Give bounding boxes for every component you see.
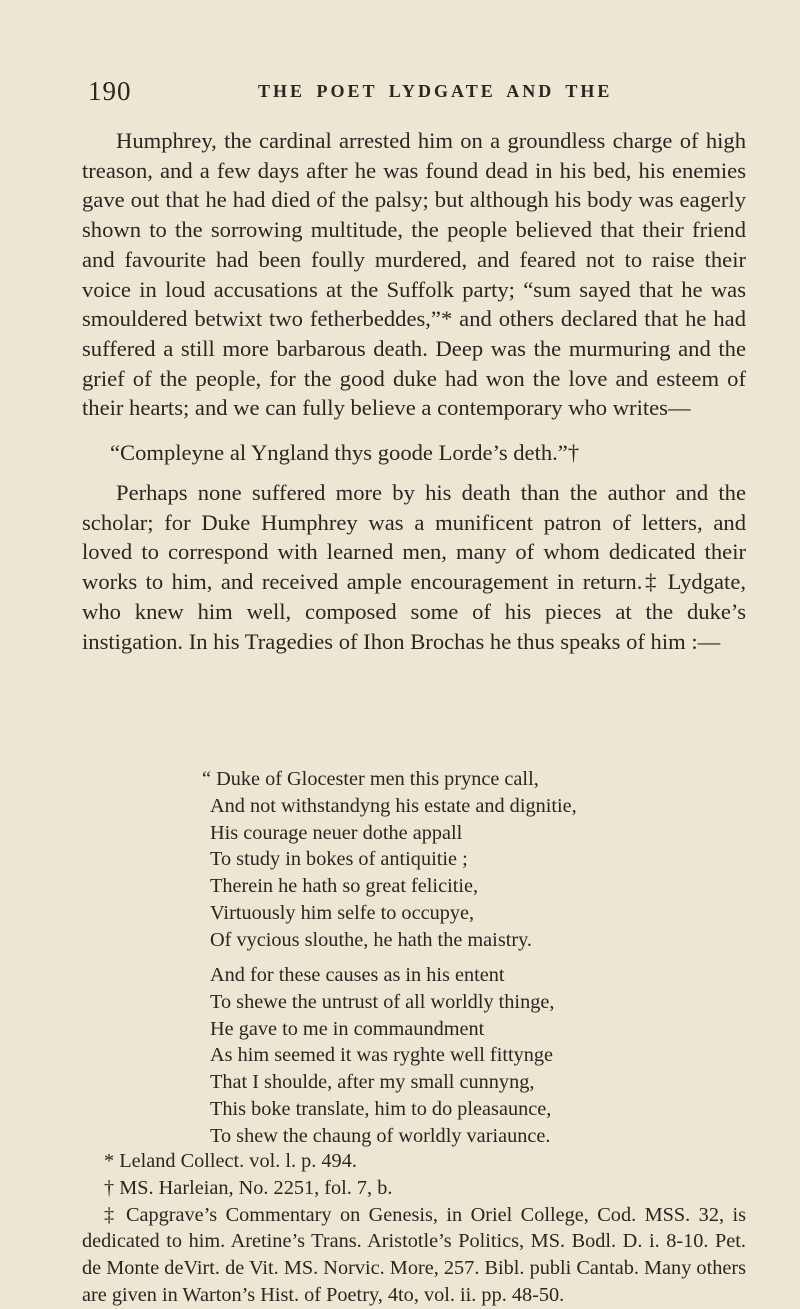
verse-line: He gave to me in commaundment <box>210 1017 485 1040</box>
verse-line: To shewe the untrust of all worldly thinge, <box>210 990 555 1013</box>
footnotes <box>82 1148 746 1309</box>
verse-stanza-2 <box>210 962 750 1150</box>
block-quote: “Compleyne al Yngland thys goode Lorde’s deth.”† <box>110 440 580 465</box>
verse-line: And for these causes as in his entent <box>210 964 505 986</box>
page-number: 190 <box>88 76 132 106</box>
page-header <box>88 76 748 110</box>
footnote-1: * Leland Collect. vol. l. p. 494. <box>104 1150 357 1172</box>
footnote-3: ‡ Capgrave’s Commentary on Genesis, in Oriel College, Cod. MSS. 32, is dedicated to him. Aretine’s Trans. Aristotle’s Politics, MS. Bodl. D. i. 8-10. Pet. de Monte deVirt. de Vit. MS. Norvic. More, 257. Bibl. publi Cantab. Many others are given in Warton’s Hist. of Poetry, 4to, vol. ii. pp. 48-50. <box>82 1203 746 1306</box>
running-title: THE POET LYDGATE AND THE <box>258 81 613 101</box>
verse-line: To shew the chaung of worldly variaunce. <box>210 1124 551 1147</box>
verse-line: His courage neuer dothe appall <box>210 821 463 844</box>
body-paragraph-2: Perhaps none suffered more by his death than the author and the scholar; for Duke Humphrey was a munificent patron of letters, and loved to correspond with learned men, many of whom dedicated their works to him, and received ample encouragement in return.‡ Lydgate, who knew him well, composed some of his pieces at the duke’s instigation. In his Tragedies of Ihon Brochas he thus speaks of him :— <box>82 480 746 654</box>
verse-stanza-1 <box>202 766 750 954</box>
body-paragraph-1: Humphrey, the cardinal arrested him on a groundless charge of high treason, and a few days after he was found dead in his bed, his enemies gave out that he had died of the palsy; but although his body was eagerly shown to the sorrowing multitude, the people believed that their friend and favourite had been foully murdered, and feared not to raise their voice in loud accusations at the Suffolk party; “sum sayed that he was smouldered betwixt two fetherbeddes,”* and others declared that he had suffered a still more barbarous death. Deep was the murmuring and the grief of the people, for the good duke had won the love and esteem of their hearts; and we can fully believe a contemporary who writes— <box>82 128 746 421</box>
verse-line: Virtuously him selfe to occupye, <box>210 901 475 924</box>
verse-line: Of vycious slouthe, he hath the maistry. <box>210 928 532 951</box>
verse-line: This boke translate, him to do pleasaunce, <box>210 1097 552 1120</box>
verse-line: As him seemed it was ryghte well fittynge <box>210 1044 554 1067</box>
verse-line: Therein he hath so great felicitie, <box>210 875 479 898</box>
verse-line: And not withstandyng his estate and dignitie, <box>210 794 577 817</box>
verse-line: That I shoulde, after my small cunnyng, <box>210 1071 535 1094</box>
footnote-2: † MS. Harleian, No. 2251, fol. 7, b. <box>104 1176 393 1199</box>
verse-line: “ Duke of Glocester men this prynce call, <box>202 768 539 790</box>
verse-line: To study in bokes of antiquitie ; <box>210 848 468 871</box>
